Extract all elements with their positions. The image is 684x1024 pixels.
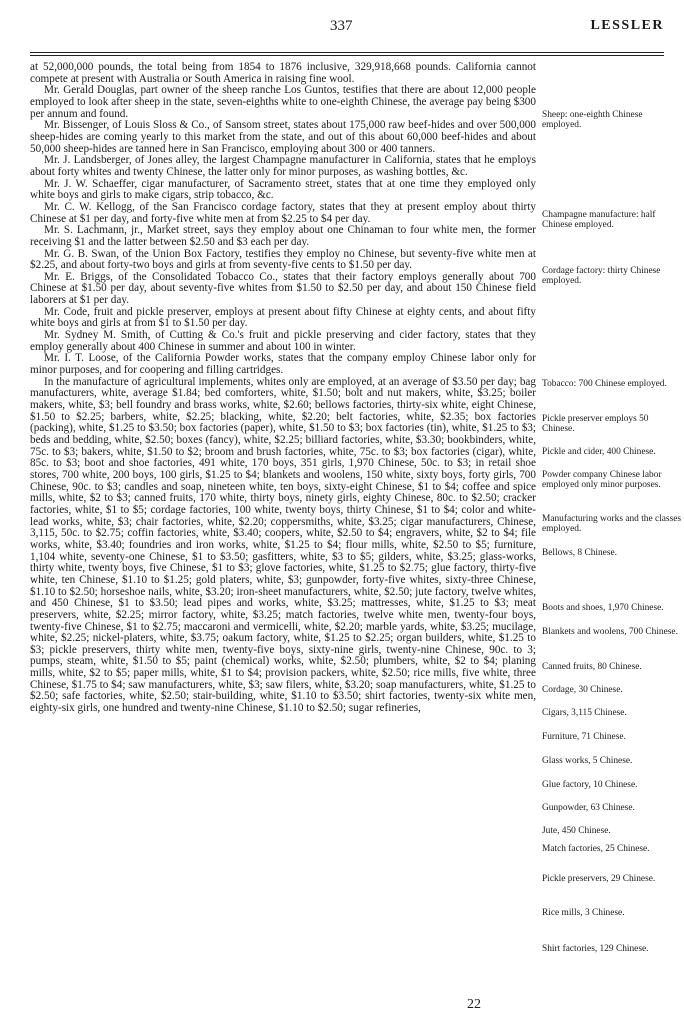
margin-note: Canned fruits, 80 Chinese. — [542, 662, 642, 672]
margin-note: Pickle and cider, 400 Chinese. — [542, 447, 656, 457]
page-header — [30, 6, 664, 46]
running-head: LESSLER — [590, 18, 664, 33]
margin-note: Jute, 450 Chinese. — [542, 826, 611, 836]
margin-note: Glue factory, 10 Chinese. — [542, 780, 638, 790]
paragraph: Mr. S. Lachmann, jr., Market street, says they employ about one Chinaman to four white men, the former receiving $1 and the latter between $2.50 and $3 each per day. — [30, 224, 536, 248]
header-rule — [30, 52, 664, 53]
header-rule-double — [30, 55, 664, 56]
margin-note: Shirt factories, 129 Chinese. — [542, 944, 649, 954]
margin-note: Glass works, 5 Chinese. — [542, 756, 633, 766]
paragraph: Mr. J. Landsberger, of Jones alley, the largest Champagne manufacturer in California, states that he employs about forty whites and twenty Chinese, the latter only for minor purposes, as washing bottles, &c. — [30, 154, 536, 178]
paragraph: Mr. Gerald Douglas, part owner of the sheep ranche Los Guntos, testifies that there are about 12,000 people employed to look after sheep in the state, seven-eighths white to one-eighth Chinese, the average pay being $300 per annum and found. — [30, 84, 536, 120]
body-text — [30, 62, 536, 715]
margin-note: Pickle preservers, 29 Chinese. — [542, 874, 656, 884]
margin-note: Furniture, 71 Chinese. — [542, 732, 626, 742]
paragraph: Mr. Sydney M. Smith, of Cutting & Co.'s fruit and pickle preserving and cider factory, states that they employ generally about 400 Chinese in summer and about 100 in winter. — [30, 329, 536, 353]
margin-note: Champagne manufacture: half Chinese employed. — [542, 210, 656, 231]
margin-note: Blankets and woolens, 700 Chinese. — [542, 627, 678, 637]
margin-note: Rice mills, 3 Chinese. — [542, 908, 625, 918]
paragraph: Mr. I. T. Loose, of the California Powder works, states that the company employ Chinese labor only for minor purposes, and for coopering and filling cartridges. — [30, 352, 536, 377]
paragraph: Mr. E. Briggs, of the Consolidated Tobacco Co., states that their factory employs generally about 700 Chinese at $1.50 per day, about seventy-five whites from $1.50 to $2.50 per day, and about 150 Chinese field laborers at $1 per day. — [30, 270, 536, 307]
margin-note: Powder company Chinese labor employed only minor purposes. — [542, 470, 662, 491]
page-number: 337 — [330, 18, 353, 34]
margin-note: Tobacco: 700 Chinese employed. — [542, 379, 667, 389]
paragraph: at 52,000,000 pounds, the total being from 1854 to 1876 inclusive, 329,918,668 pounds. California cannot compete at present with Australia or South America in raising fine wool. — [30, 61, 536, 85]
margin-note: Bellows, 8 Chinese. — [542, 548, 617, 558]
margin-note: Pickle preserver employs 50 Chinese. — [542, 414, 649, 435]
margin-note: Cordage factory: thirty Chinese employed. — [542, 266, 661, 287]
paragraph: Mr. Bissenger, of Louis Sloss & Co., of Sansom street, states about 175,000 raw beef-hides and over 500,000 sheep-hides are coming yearly to this market from the state, and out of this about 60,000 beef-hides and about 50,000 sheep-hides are tanned here in San Francisco, employing about 300 or 400 tanners. — [30, 119, 536, 155]
paragraph: Mr. Code, fruit and pickle preserver, employs at present about fifty Chinese at eighty cents, and about fifty white boys and girls at from $1 to $1.50 per day. — [30, 305, 536, 330]
paragraph: Mr. J. W. Schaeffer, cigar manufacturer, of Sacramento street, states that at one time they employed only white boys and girls to make cigars, strip tobacco, &c. — [30, 177, 536, 202]
signature-number: 22 — [467, 997, 481, 1012]
margin-note: Cigars, 3,115 Chinese. — [542, 708, 627, 718]
margin-note: Manufacturing works and the classes employed. — [542, 514, 682, 535]
margin-note: Gunpowder, 63 Chinese. — [542, 803, 635, 813]
margin-note: Cordage, 30 Chinese. — [542, 685, 623, 695]
paragraph: In the manufacture of agricultural implements, whites only are employed, at an average of $3.50 per day; bag manufacturers, white, average $1.84; bed comforters, white, $1.50; bolt and nut makers, white, $3.25; boiler makers, white, $3; bell foundry and brass works, white, $2.60; bellows factories, thirty-six white, eight Chinese, $1.50 to $2.25; barbers, white, $2.25; blacking, white, $2.20; belt factories, white, $2.35; box factories (packing), white, $1.25 to $3.50; box factories (paper), white, $1.50 to $3; box factories (tin), white, $1.25 to $3; beds and bedding, white, $2.50; boxes (fancy), white, $2.25; billiard factories, white, $3.30; bookbinders, white, 75c. to $3; bakers, white, $1.50 to $2; broom and brush factories, white, 75c. to $3; box factories (cigar), white, 85c. to $3; boot and shoe factories, 491 white, 170 boys, 351 girls, 1,970 Chinese, 50c. to $3; in retail shoe stores, 700 white, 200 boys, 100 girls, $1.25 to $4; blankets and woolens, 150 white, sixty boys, forty girls, 700 Chinese, 90c. to $3; candles and soap, nineteen white, ten boys, sixty-eight Chinese, $1 to $4; coffee and spice mills, white, $2 to $3; canned fruits, 170 white, thirty boys, ninety girls, eighty Chinese, 80c. to $2.50; cracker factories, white, $1 to $5; cordage factories, 100 white, twenty boys, thirty Chinese, $1 to $4; color and white-lead works, white, $3; chair factories, white, $2.20; coppersmiths, white, $3.25; cigar manufacturers, Chinese, 3,115, 50c. to $2.75; coffin factories, white, $3.40; coopers, white, $2.50 to $4; engravers, white, $2 to $4; file works, white, $3.40; foundries and iron works, white, $1.25 to $4; flour mills, white, $2.50 to $5; furniture, 1,104 white, seventy-one Chinese, $1 to $3.50; gasfitters, white, $3 to $5; gilders, white, $3.25; glass-works, thirty white, twenty boys, five Chinese, $1 to $3; glove factories, white, $1.25 to $2.75; glue factory, thirty-five white, ten Chinese, $1.10 to $1.25; gold platers, white, $3; gunpowder, forty-five whites, sixty-three Chinese, $1.10 to $2.50; horseshoe nails, white, $3.20; iron-sheet manufacturers, white, $2.50; jute factory, twelve whites, and 450 Chinese, $1 to $3.50; lead pipes and works, white, $3.25; mattresses, white, $1.25 to $3; meat preservers, white, $2.25; mirror factory, white, $3.25; match factories, twelve white men, twenty-four boys, twenty-five Chinese, $1 to $2.75; maccaroni and vermicelli, white, $2.20; marble yards, white, $3.25; mucilage, white, $2.25; nickel-platers, white, $3.75; oakum factory, white, $1.25 to $2.25; organ builders, white, $1.25 to $3; pickle preservers, thirty white men, twenty-five boys, sixty-nine girls, twenty-nine Chinese, 90c. to 3; pumps, steam, white, $1.50 to $5; paint (chemical) works, white, $2.50; plumbers, white, $2 to $4; planing mills, white, $2 to $5; paper mills, white, $1 to $4; provision packers, white, $2.50; rice mills, five white, three Chinese, $1.75 to $4; saw manufacturers, white, $3; saw filers, white, $3.20; soap manufacturers, white, $1.25 to $2.50; safe factories, white, $2.50; stair-building, white, $1.10 to $3.50; shirt factories, twenty-six white men, eighty-six girls, one hundred and twenty-nine Chinese, $1.10 to $2.50; sugar refineries, — [30, 375, 536, 715]
paragraph: Mr. C. W. Kellogg, of the San Francisco cordage factory, states that they at present employ about thirty Chinese at $1 per day, and forty-five white men at from $2.25 to $4 per day. — [30, 200, 536, 225]
paragraph: Mr. G. B. Swan, of the Union Box Factory, testifies they employ no Chinese, but seventy-five white men at $2.25, and about forty-two boys and girls at from seventy-five cents to $1.50 per day. — [30, 247, 536, 272]
margin-note: Sheep: one-eighth Chinese employed. — [542, 110, 643, 131]
margin-note: Boots and shoes, 1,970 Chinese. — [542, 603, 664, 613]
margin-note: Match factories, 25 Chinese. — [542, 844, 650, 854]
